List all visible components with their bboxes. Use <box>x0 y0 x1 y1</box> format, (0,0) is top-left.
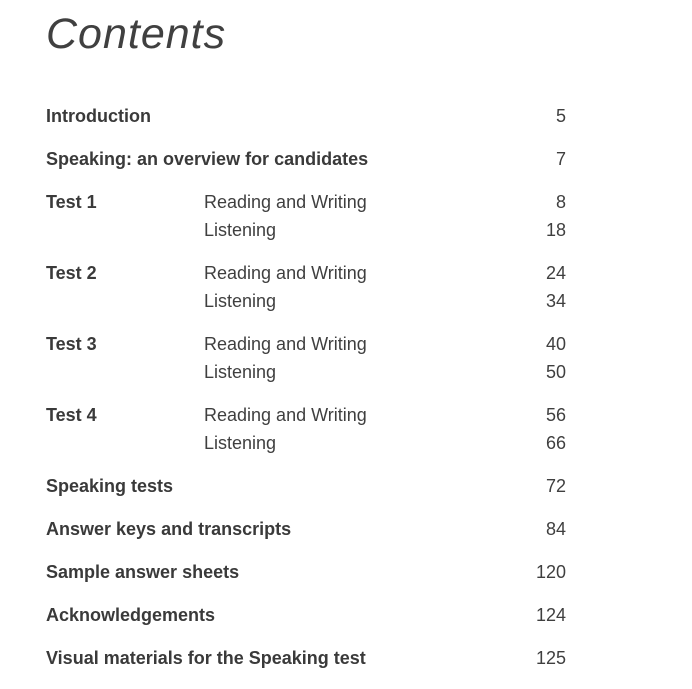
toc-page-number: 18 <box>545 220 566 240</box>
toc-sub-label: Listening <box>204 291 277 311</box>
toc-entry-test3-reading[interactable] <box>46 332 566 356</box>
toc-entry-speaking-tests[interactable] <box>46 474 566 498</box>
toc-sub-label: Listening <box>204 362 277 382</box>
toc-sub-label: Listening <box>204 220 277 240</box>
toc-entry-test3-listening[interactable] <box>46 360 566 384</box>
page-title: Contents <box>46 10 227 58</box>
toc-page-number: 124 <box>535 605 566 625</box>
toc-entry-label: Acknowledgements <box>46 605 216 625</box>
toc-page-number: 5 <box>555 106 566 126</box>
toc-page-number: 34 <box>545 291 566 311</box>
toc-entry-label: Visual materials for the Speaking test <box>46 648 366 668</box>
toc-entry-test4-listening[interactable] <box>46 431 566 455</box>
toc-entry-visual-materials[interactable] <box>46 646 566 670</box>
toc-entry-test4-reading[interactable] <box>46 403 566 427</box>
toc-sub-label: Reading and Writing <box>204 405 367 425</box>
toc-sub-label: Listening <box>204 433 277 453</box>
toc-page-number: 8 <box>555 192 566 212</box>
toc-test-label: Test 2 <box>46 263 97 283</box>
toc-entry-label: Speaking: an overview for candidates <box>46 149 369 169</box>
toc-entry-label: Answer keys and transcripts <box>46 519 292 539</box>
toc-page-number: 56 <box>545 405 566 425</box>
toc-page-number: 72 <box>545 476 566 496</box>
toc-page-number: 120 <box>535 562 566 582</box>
toc-entry-test1-reading[interactable] <box>46 190 566 214</box>
toc-sub-label: Reading and Writing <box>204 192 367 212</box>
toc-entry-sample-answer-sheets[interactable] <box>46 560 566 584</box>
toc-page-number: 66 <box>545 433 566 453</box>
toc-entry-test1-listening[interactable] <box>46 218 566 242</box>
toc-entry-label: Introduction <box>46 106 151 126</box>
toc-entry-label: Sample answer sheets <box>46 562 240 582</box>
toc-test-label: Test 1 <box>46 192 97 212</box>
toc-page-number: 24 <box>545 263 566 283</box>
toc-entry-introduction[interactable] <box>46 104 566 128</box>
toc-entry-test2-listening[interactable] <box>46 289 566 313</box>
toc-page-number: 40 <box>545 334 566 354</box>
toc-entry-acknowledgements[interactable] <box>46 603 566 627</box>
toc-entry-test2-reading[interactable] <box>46 261 566 285</box>
toc-page-number: 50 <box>545 362 566 382</box>
toc-entry-label: Speaking tests <box>46 476 174 496</box>
toc-test-label: Test 4 <box>46 405 97 425</box>
toc-page-number: 84 <box>545 519 566 539</box>
toc-sub-label: Reading and Writing <box>204 334 367 354</box>
toc-sub-label: Reading and Writing <box>204 263 367 283</box>
toc-test-label: Test 3 <box>46 334 97 354</box>
toc-entry-speaking-overview[interactable] <box>46 147 566 171</box>
toc-page-number: 125 <box>535 648 566 668</box>
toc-entry-answer-keys[interactable] <box>46 517 566 541</box>
toc-page-number: 7 <box>555 149 566 169</box>
